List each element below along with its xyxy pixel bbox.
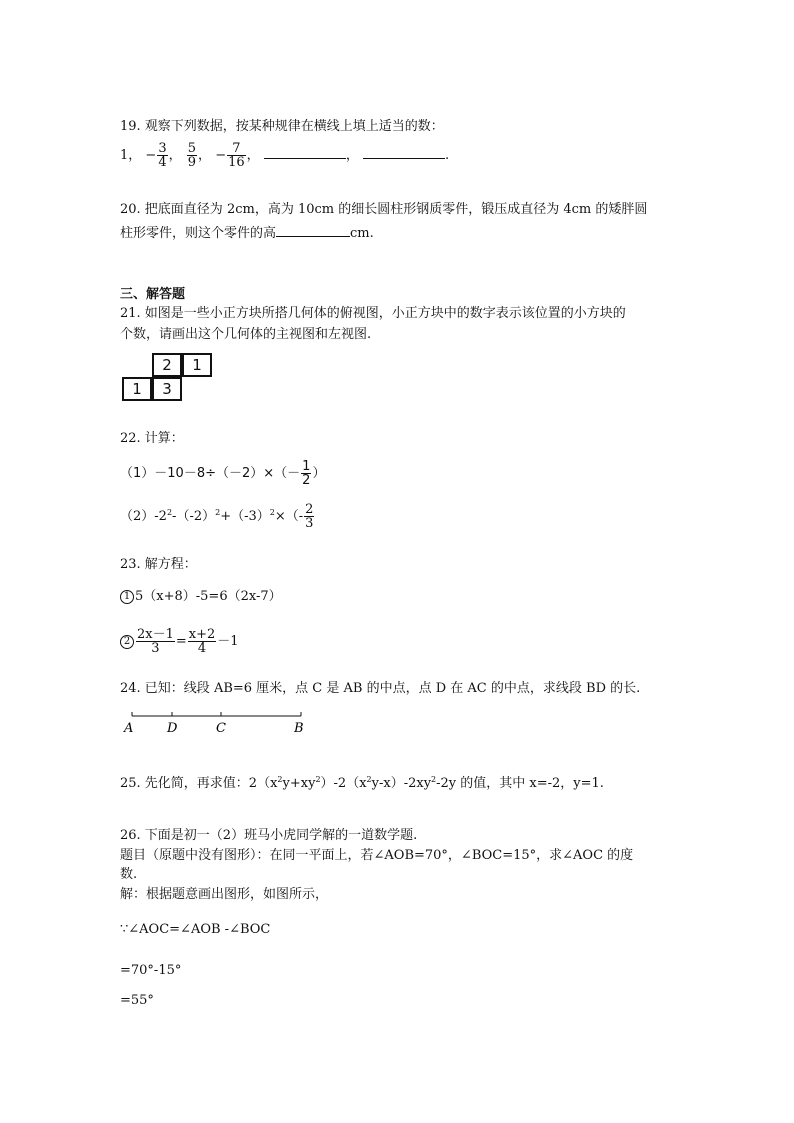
q19-term-1: 1， bbox=[120, 148, 142, 163]
q24-segment-diagram bbox=[120, 706, 320, 738]
q21-cell-bottom-left: 1 bbox=[122, 377, 152, 401]
q24-text: 24. 已知：线段 AB=6 厘米，点 C 是 AB 的中点，点 D 在 AC 的中点，求线段 BD 的长. bbox=[120, 681, 641, 696]
q19-term-3: $\frac{5}{9}$ bbox=[187, 141, 197, 170]
point-label-d: D bbox=[167, 721, 178, 736]
q26-line-3: 数. bbox=[120, 867, 138, 882]
q20-line-1: 20. 把底面直径为 2cm，高为 10cm 的细长圆柱形钢质零件，锻压成直径为 4cm 的矮胖圆 bbox=[120, 202, 648, 217]
q19-term-2-sign: − bbox=[145, 148, 157, 163]
point-label-a: A bbox=[124, 721, 134, 736]
q22-part-2: $(2)-2^2-(-2)^2+(-3)^2\times(-$ $\frac{2}{3}$ bbox=[120, 502, 314, 531]
point-label-c: C bbox=[216, 721, 226, 736]
q21-cell-top-left: 2 bbox=[152, 353, 182, 377]
q25-text: 25. 先化简，再求值：$2(x^2y+xy^2)-2(x^2y-x)-2xy^2-2y$ 的值，其中 x=-2，y=1. bbox=[120, 775, 604, 791]
q26-line-6: =70°-15° bbox=[120, 963, 182, 978]
point-label-b: B bbox=[294, 721, 304, 736]
q21-line-1: 21. 如图是一些小正方块所搭几何体的俯视图，小正方块中的数字表示该位置的小方块的 bbox=[120, 306, 626, 321]
q22-title: 22. 计算： bbox=[120, 431, 184, 446]
q19-text: 19. 观察下列数据，按某种规律在横线上填上适当的数： bbox=[120, 119, 444, 134]
q19-term-4-sign: − bbox=[215, 148, 227, 163]
section-3-title: 三、解答题 bbox=[120, 287, 186, 302]
q22-part-1: （1）－10－8÷（－2）×（－ $\frac{1}{2}$ ） bbox=[120, 459, 326, 488]
q21-top-view-grid bbox=[120, 353, 220, 405]
q20-blank[interactable] bbox=[276, 224, 350, 237]
q19-term-2: $\frac{3}{4}$ bbox=[158, 141, 167, 170]
q21-line-2: 个数，请画出这个几何体的主视图和左视图. bbox=[120, 327, 372, 342]
q21-cell-bottom-middle: 3 bbox=[152, 377, 182, 401]
q19-blank-1[interactable] bbox=[264, 146, 346, 159]
q26-line-5: ∵∠AOC=∠AOB -∠BOC bbox=[120, 922, 271, 937]
q19-sequence: 1， − $\frac{3}{4}$ ， $\frac{5}{9}$ ， − $\frac{7}{16}$ ， ， . bbox=[120, 141, 450, 170]
q19-blank-2[interactable] bbox=[363, 146, 445, 159]
q20-line-2: 柱形零件，则这个零件的高 cm. bbox=[120, 226, 374, 241]
q26-line-1: 26. 下面是初一（2）班马小虎同学解的一道数学题. bbox=[120, 828, 418, 843]
q22-p2-fraction: $\frac{2}{3}$ bbox=[305, 502, 314, 531]
circled-number-2-icon: 2 bbox=[120, 635, 134, 649]
q26-line-7: =55° bbox=[120, 993, 154, 1008]
q26-line-4: 解：根据题意画出图形，如图所示， bbox=[120, 887, 329, 902]
q22-p1-fraction: $\frac{1}{2}$ bbox=[302, 459, 311, 488]
q21-cell-top-right: 1 bbox=[182, 353, 212, 377]
q23-equation-2: 2 $\frac{2x-1}{3}$ = $\frac{x+2}{4}$ －1 bbox=[120, 628, 239, 655]
q23-right-fraction: $\frac{x+2}{4}$ bbox=[188, 627, 216, 656]
q23-equation-1: 1 5（x+8）-5=6（2x-7） bbox=[120, 588, 282, 606]
q23-title: 23. 解方程： bbox=[120, 557, 197, 572]
q23-left-fraction: $\frac{2x-1}{3}$ bbox=[137, 627, 174, 656]
circled-number-1-icon: 1 bbox=[120, 590, 134, 604]
q19-term-4: $\frac{7}{16}$ bbox=[228, 141, 245, 170]
q26-line-2: 题目（原题中没有图形）：在同一平面上，若∠AOB=70°，∠BOC=15°，求∠AOC 的度 bbox=[120, 848, 634, 863]
